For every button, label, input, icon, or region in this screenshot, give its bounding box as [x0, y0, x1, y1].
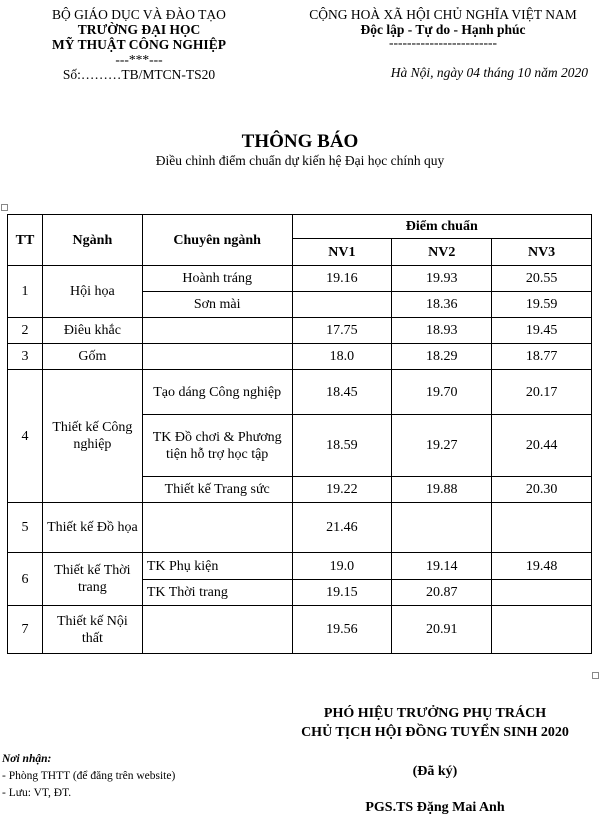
- cell-chuyen-nganh: [142, 318, 292, 344]
- cell-nganh: Thiết kế Công nghiệp: [42, 370, 142, 503]
- cell-chuyen-nganh: [142, 606, 292, 654]
- col-header-nganh: Ngành: [42, 215, 142, 266]
- cell-nganh: Thiết kế Đồ họa: [42, 503, 142, 553]
- table-header-row: [8, 215, 592, 239]
- cell-chuyen-nganh: TK Đồ chơi & Phương tiện hỗ trợ học tập: [142, 415, 292, 477]
- cell-nv3: [492, 606, 592, 654]
- cell-chuyen-nganh: [142, 344, 292, 370]
- col-header-chuyen-nganh: Chuyên ngành: [142, 215, 292, 266]
- cell-nv2: 19.70: [392, 370, 492, 415]
- cell-nv1: 18.59: [292, 415, 392, 477]
- col-header-nv2: NV2: [392, 239, 492, 266]
- cell-tt: 3: [8, 344, 43, 370]
- cell-nv1: 18.45: [292, 370, 392, 415]
- document-number: Số:………TB/MTCN-TS20: [62, 67, 216, 82]
- signature-title-line1: PHÓ HIỆU TRƯỞNG PHỤ TRÁCH: [323, 706, 547, 721]
- cell-chuyen-nganh: Hoành tráng: [142, 266, 292, 292]
- col-header-tt: TT: [8, 215, 43, 266]
- cell-nganh: Gốm: [42, 344, 142, 370]
- cell-nv3: 20.30: [492, 477, 592, 503]
- table-row: [8, 370, 592, 415]
- cell-chuyen-nganh: Tạo dáng Công nghiệp: [142, 370, 292, 415]
- col-header-nv3: NV3: [492, 239, 592, 266]
- cell-chuyen-nganh: [142, 503, 292, 553]
- cell-nv2: 18.93: [392, 318, 492, 344]
- cell-nv2: [392, 503, 492, 553]
- cell-nv3: 20.55: [492, 266, 592, 292]
- ministry-name: BỘ GIÁO DỤC VÀ ĐÀO TẠO: [52, 7, 226, 22]
- cell-nganh: Thiết kế Nội thất: [42, 606, 142, 654]
- table-row: [8, 344, 592, 370]
- score-table: [7, 214, 592, 654]
- recipient-item: - Phòng THTT (để đăng trên website): [2, 770, 176, 782]
- school-name-line2: MỸ THUẬT CÔNG NGHIỆP: [52, 37, 226, 52]
- cell-nv2: 20.91: [392, 606, 492, 654]
- cell-nv3: 19.45: [492, 318, 592, 344]
- signer-name: PGS.TS Đặng Mai Anh: [365, 800, 505, 815]
- cell-tt: 1: [8, 266, 43, 318]
- cell-nv1: 19.0: [292, 553, 392, 580]
- cell-nv2: 19.14: [392, 553, 492, 580]
- cell-nv2: 19.93: [392, 266, 492, 292]
- cell-nganh: Hội họa: [42, 266, 142, 318]
- cell-nv2: 19.27: [392, 415, 492, 477]
- cell-tt: 6: [8, 553, 43, 606]
- cell-nganh: Thiết kế Thời trang: [42, 553, 142, 606]
- table-row: [8, 606, 592, 654]
- header-separator: ---***---: [115, 52, 163, 67]
- table-resize-handle[interactable]: [592, 672, 599, 679]
- national-motto: Độc lập - Tự do - Hạnh phúc: [360, 22, 526, 37]
- cell-nv1: 18.0: [292, 344, 392, 370]
- table-move-handle[interactable]: [1, 204, 8, 211]
- cell-nv2: 20.87: [392, 580, 492, 606]
- place-date: Hà Nội, ngày 04 tháng 10 năm 2020: [390, 65, 588, 80]
- document-subtitle: Điều chỉnh điểm chuẩn dự kiến hệ Đại học chính quy: [155, 153, 445, 168]
- school-name-line1: TRƯỜNG ĐẠI HỌC: [77, 22, 201, 37]
- col-header-diem-chuan: Điểm chuẩn: [292, 215, 591, 239]
- cell-tt: 4: [8, 370, 43, 503]
- cell-nv3: [492, 503, 592, 553]
- cell-nv3: 19.48: [492, 553, 592, 580]
- col-header-nv1: NV1: [292, 239, 392, 266]
- cell-nv3: 20.17: [492, 370, 592, 415]
- cell-nv2: 18.29: [392, 344, 492, 370]
- cell-tt: 2: [8, 318, 43, 344]
- cell-nganh: Điêu khắc: [42, 318, 142, 344]
- cell-nv3: 20.44: [492, 415, 592, 477]
- cell-nv3: 19.59: [492, 292, 592, 318]
- cell-nv2: 19.88: [392, 477, 492, 503]
- cell-nv3: [492, 580, 592, 606]
- recipients-label: Nơi nhận:: [2, 753, 52, 765]
- cell-nv1: 21.46: [292, 503, 392, 553]
- signed-note: (Đã ký): [412, 764, 458, 779]
- signature-title: [270, 704, 600, 742]
- recipient-item: - Lưu: VT, ĐT.: [2, 787, 72, 799]
- cell-nv1: 19.56: [292, 606, 392, 654]
- cell-nv1: [292, 292, 392, 318]
- cell-nv3: 18.77: [492, 344, 592, 370]
- table-row: [8, 503, 592, 553]
- cell-nv2: 18.36: [392, 292, 492, 318]
- cell-tt: 5: [8, 503, 43, 553]
- cell-nv1: 19.16: [292, 266, 392, 292]
- cell-tt: 7: [8, 606, 43, 654]
- table-row: [8, 553, 592, 580]
- signature-title-line2: CHỦ TỊCH HỘI ĐỒNG TUYỂN SINH 2020: [301, 725, 569, 740]
- country-name: CỘNG HOÀ XÃ HỘI CHỦ NGHĨA VIỆT NAM: [309, 7, 577, 22]
- recipients: [2, 751, 175, 802]
- header-right: [286, 7, 600, 80]
- cell-chuyen-nganh: Sơn mài: [142, 292, 292, 318]
- cell-chuyen-nganh: Thiết kế Trang sức: [142, 477, 292, 503]
- cell-chuyen-nganh: TK Phụ kiện: [142, 553, 292, 580]
- cell-chuyen-nganh: TK Thời trang: [142, 580, 292, 606]
- document-title: THÔNG BÁO: [241, 131, 359, 152]
- cell-nv1: 19.22: [292, 477, 392, 503]
- table-row: [8, 318, 592, 344]
- header-left: [4, 7, 274, 82]
- motto-underline: ------------------------: [389, 35, 497, 50]
- table-row: [8, 266, 592, 292]
- cell-nv1: 17.75: [292, 318, 392, 344]
- cell-nv1: 19.15: [292, 580, 392, 606]
